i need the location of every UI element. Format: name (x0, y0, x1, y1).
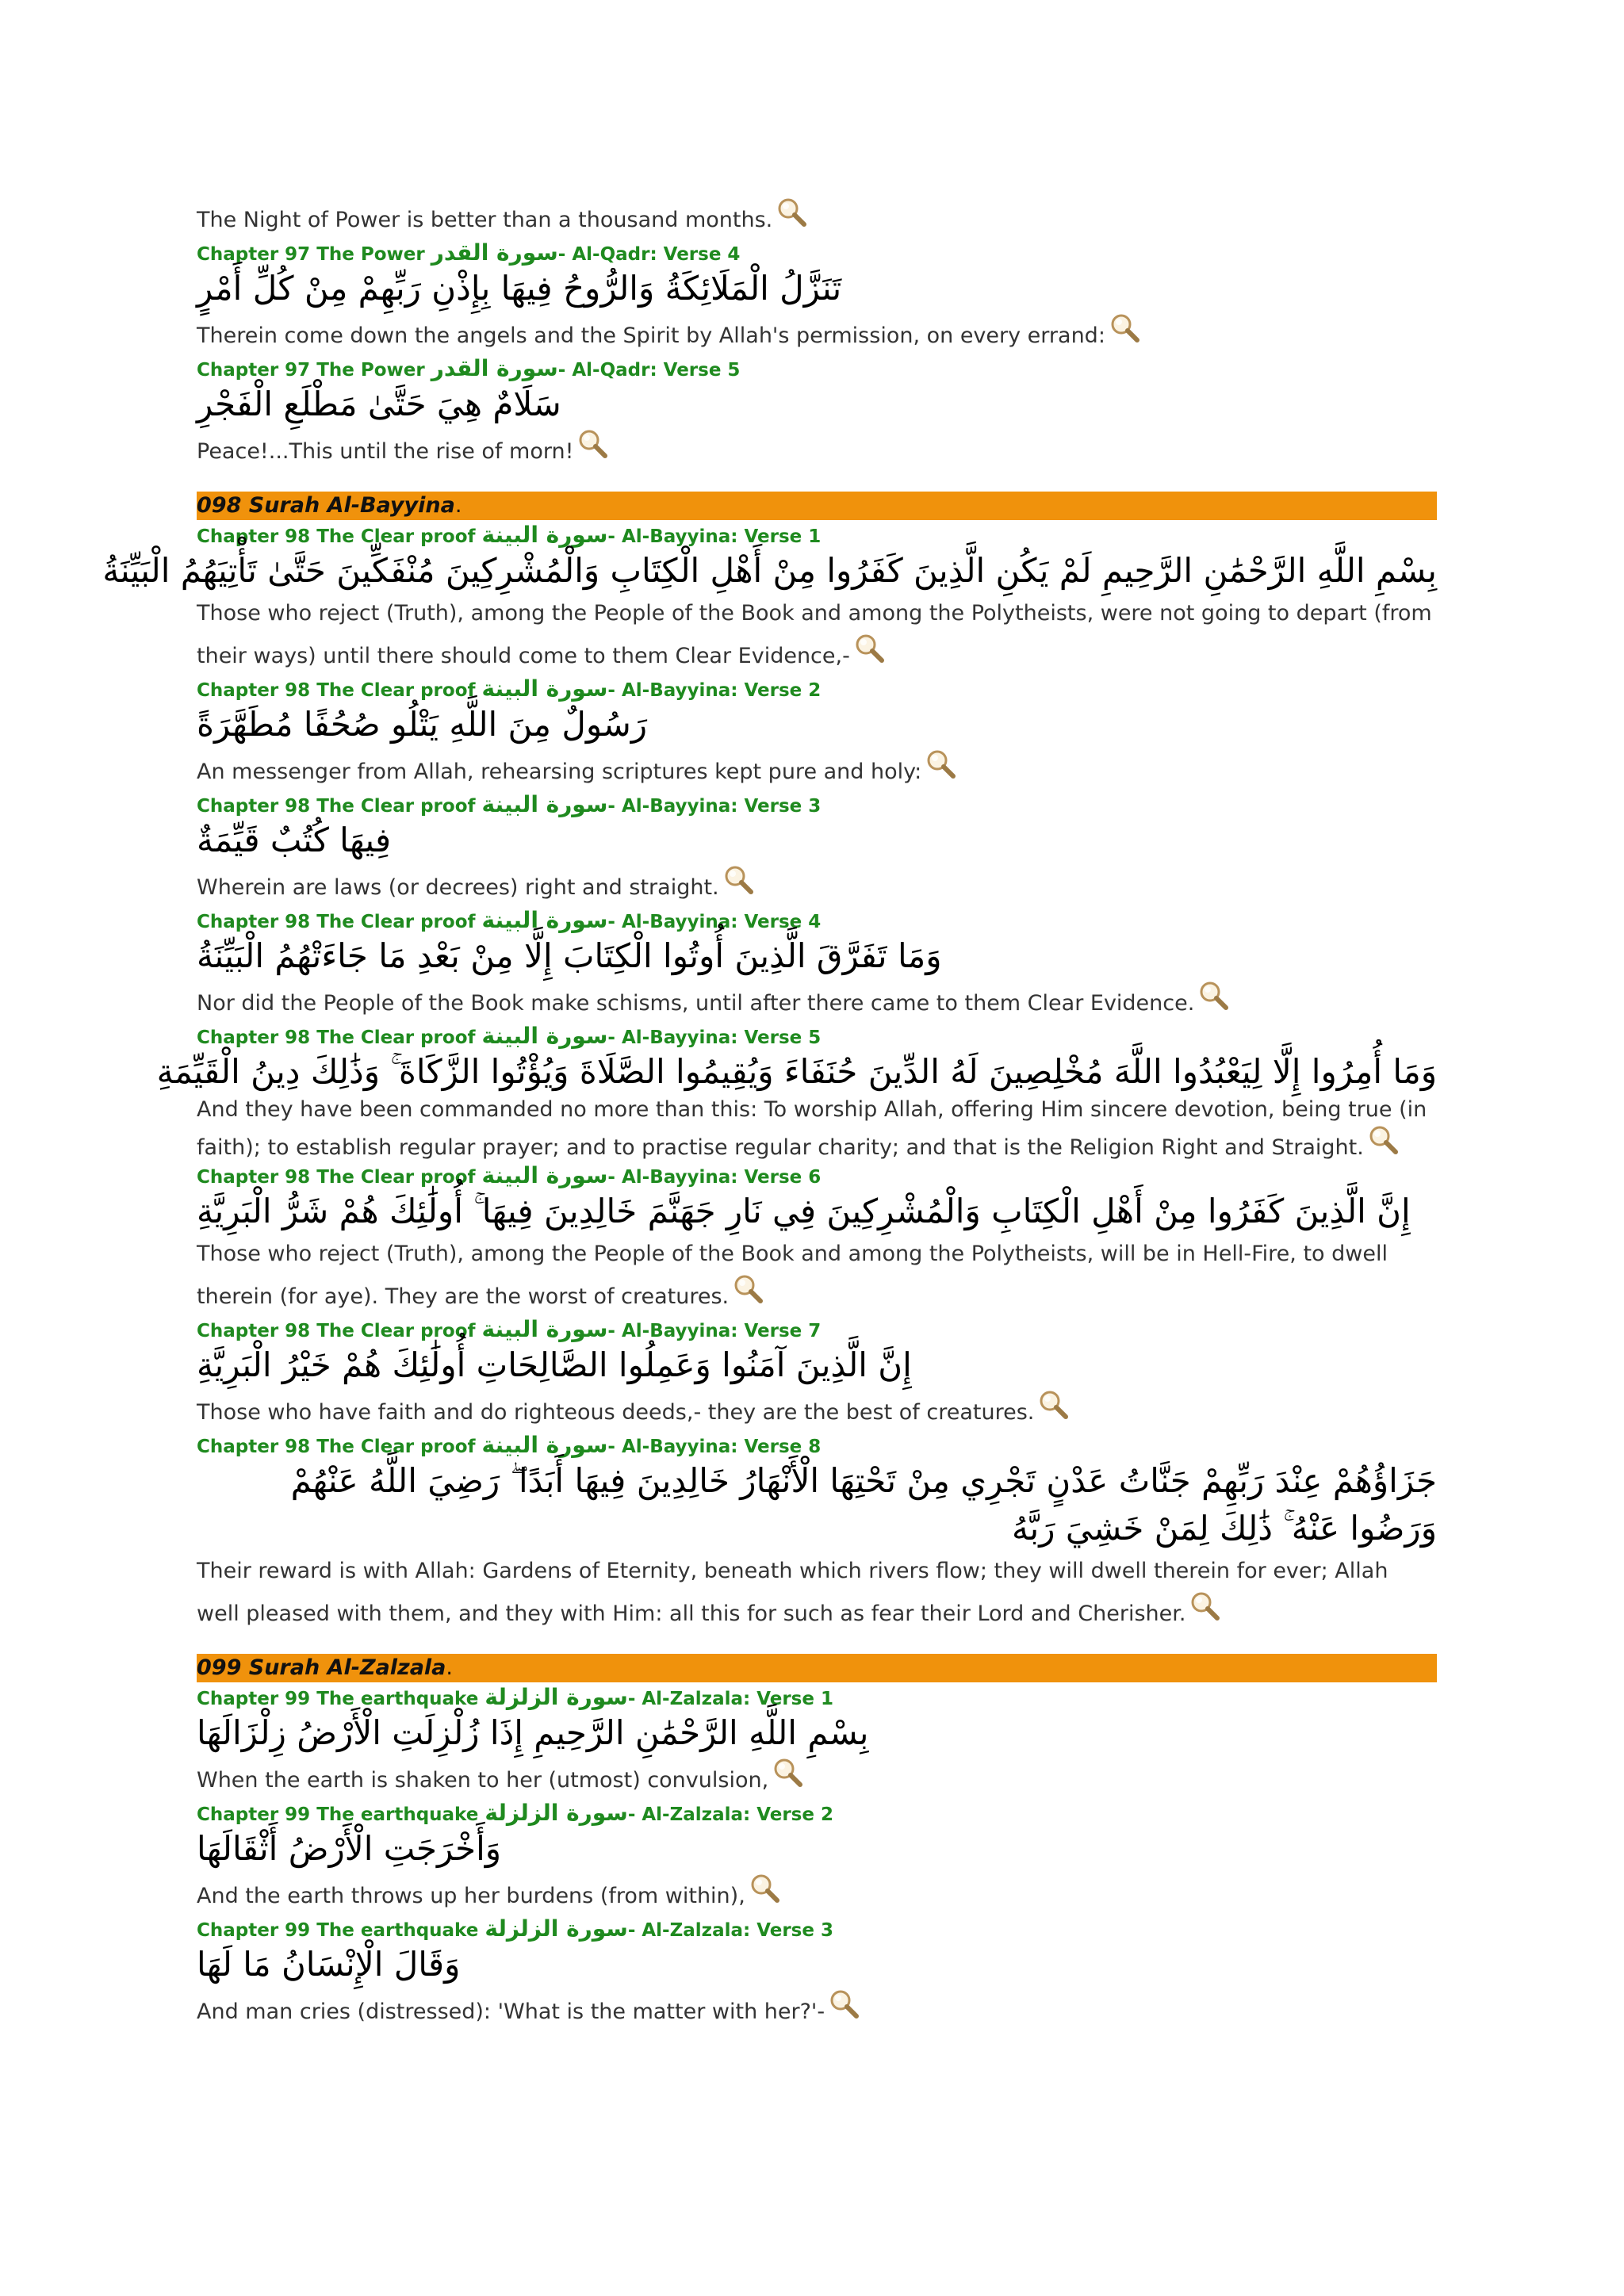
chapter-label: Chapter 97 The Power (197, 360, 425, 381)
translation-content: Those who have faith and do righteous deeds,- they are the best of creatures. (197, 1400, 1035, 1425)
translation-text (197, 1096, 1437, 1162)
verse-label: - Al-Bayyina: Verse 2 (607, 680, 822, 701)
magnifier-icon[interactable] (772, 1757, 805, 1789)
translation-content: And the earth throws up her burdens (from within), (197, 1884, 745, 1908)
surah-arabic-name: سورة البينة (481, 1162, 608, 1188)
verse-reference (197, 793, 1437, 817)
verse-label: - Al-Bayyina: Verse 6 (607, 1167, 822, 1188)
verse-label: - Al-Zalzala: Verse 1 (627, 1689, 833, 1709)
translation-text (197, 197, 1437, 239)
translation-content: And man cries (distressed): 'What is the matter with her?'- (197, 1999, 825, 2024)
translation-content: Peace!...This until the rise of morn! (197, 439, 574, 464)
surah-arabic-name: سورة البينة (481, 1023, 608, 1049)
chapter-label: Chapter 98 The Clear proof (197, 796, 476, 817)
magnifier-icon[interactable] (749, 1873, 782, 1904)
translation-text (197, 1757, 1437, 1800)
arabic-verse-text: تَنَزَّلُ الْمَلَائِكَةُ وَالرُّوحُ فِيهَا بِإِذْنِ رَبِّهِمْ مِنْ كُلِّ أَمْرٍ (197, 269, 842, 308)
surah-title: 099 Surah Al-Zalzala (197, 1655, 446, 1680)
surah-title: 098 Surah Al-Bayyina (197, 493, 455, 518)
verse-reference (197, 357, 1437, 381)
arabic-verse-text: رَسُولٌ مِنَ اللَّهِ يَتْلُو صُحُفًا مُطَهَّرَةً (197, 705, 648, 744)
magnifier-icon[interactable] (722, 864, 756, 896)
surah-title-dot: . (446, 1655, 453, 1680)
verse-label: - Al-Bayyina: Verse 7 (607, 1321, 822, 1341)
surah-arabic-name: سورة البينة (481, 1432, 608, 1458)
surah-arabic-name: سورة البينة (481, 907, 608, 933)
surah-arabic-name: سورة البينة (481, 791, 608, 817)
surah-header (197, 1654, 1437, 1682)
translation-text (197, 428, 1437, 471)
translation-content: Those who reject (Truth), among the People of the Book and among the Polytheists, will be in Hell-Fire, to dwell therein (for aye). They are the worst of creatures. (197, 1242, 1388, 1309)
translation-content: When the earth is shaken to her (utmost) convulsion, (197, 1768, 769, 1793)
translation-text (197, 312, 1437, 355)
arabic-verse-text: وَمَا تَفَرَّقَ الَّذِينَ أُوتُوا الْكِتَابَ إِلَّا مِنْ بَعْدِ مَا جَاءَتْهُمُ الْبَيِّنَةُ (197, 936, 942, 975)
verse-reference (197, 1318, 1437, 1341)
magnifier-icon[interactable] (776, 197, 809, 228)
magnifier-icon[interactable] (1109, 312, 1142, 344)
verse-label: - Al-Bayyina: Verse 1 (607, 526, 822, 547)
chapter-label: Chapter 98 The Clear proof (197, 1321, 476, 1341)
magnifier-icon[interactable] (1197, 980, 1231, 1012)
verse-reference (197, 1686, 1437, 1709)
magnifier-icon[interactable] (853, 633, 887, 664)
arabic-verse-text: فِيهَا كُتُبٌ قَيِّمَةٌ (197, 821, 392, 859)
verse-reference (197, 1917, 1437, 1941)
magnifier-icon[interactable] (1367, 1124, 1400, 1156)
magnifier-icon[interactable] (828, 1988, 861, 2020)
translation-text (197, 1389, 1437, 1432)
magnifier-icon[interactable] (576, 428, 610, 460)
translation-text (197, 980, 1437, 1023)
surah-header (197, 492, 1437, 520)
arabic-verse-text: وَأَخْرَجَتِ الْأَرْضُ أَثْقَالَهَا (197, 1829, 502, 1868)
verse-reference (197, 909, 1437, 932)
verse-reference (197, 241, 1437, 265)
translation-text (197, 1552, 1437, 1633)
surah-arabic-name: سورة الزلزلة (485, 1800, 628, 1826)
translation-text (197, 748, 1437, 791)
magnifier-icon[interactable] (1037, 1389, 1071, 1421)
verse-reference (197, 1164, 1437, 1188)
surah-arabic-name: سورة القدر (431, 239, 558, 266)
surah-arabic-name: سورة القدر (431, 355, 558, 381)
verse-label: - Al-Qadr: Verse 5 (557, 360, 741, 381)
verse-label: - Al-Bayyina: Verse 5 (607, 1027, 822, 1048)
verse-reference (197, 1801, 1437, 1825)
translation-content: Those who reject (Truth), among the People of the Book and among the Polytheists, were not going to depart (from their ways) until there should come to them Clear Evidence,- (197, 601, 1432, 668)
translation-content: And they have been commanded no more than this: To worship Allah, offering Him sincere devotion, being true (in faith); to establish regular prayer; and to practise regular charity; and that is the Religion Right and Straight. (197, 1097, 1427, 1160)
chapter-label: Chapter 99 The earthquake (197, 1804, 479, 1825)
arabic-verse-text: بِسْمِ اللَّهِ الرَّحْمَٰنِ الرَّحِيمِ إِذَا زُلْزِلَتِ الْأَرْضُ زِلْزَالَهَا (197, 1713, 869, 1752)
surah-arabic-name: سورة البينة (481, 1316, 608, 1342)
surah-arabic-name: سورة الزلزلة (485, 1915, 628, 1942)
arabic-verse-text: سَلَامٌ هِيَ حَتَّىٰ مَطْلَعِ الْفَجْرِ (197, 385, 561, 423)
arabic-verse-text: بِسْمِ اللَّهِ الرَّحْمَٰنِ الرَّحِيمِ لَمْ يَكُنِ الَّذِينَ كَفَرُوا مِنْ أَهْلِ الْكِتَابِ وَالْمُشْرِكِينَ مُنْفَكِّينَ حَتَّىٰ تَأْتِيَهُمُ الْبَيِّنَةُ (102, 551, 1437, 590)
verse-label: - Al-Zalzala: Verse 2 (627, 1804, 833, 1825)
chapter-label: Chapter 98 The Clear proof (197, 680, 476, 701)
verse-reference (197, 1433, 1437, 1457)
verse-label: - Al-Qadr: Verse 4 (557, 244, 741, 265)
arabic-verse-text: إِنَّ الَّذِينَ كَفَرُوا مِنْ أَهْلِ الْكِتَابِ وَالْمُشْرِكِينَ فِي نَارِ جَهَنَّمَ خَالِدِينَ فِيهَا ۚ أُولَٰئِكَ هُمْ شَرُّ الْبَرِيَّةِ (197, 1192, 1411, 1230)
magnifier-icon[interactable] (732, 1273, 765, 1305)
translation-content: The Night of Power is better than a thousand months. (197, 208, 773, 232)
verse-label: - Al-Bayyina: Verse 3 (607, 796, 822, 817)
verse-reference (197, 523, 1437, 547)
verse-label: - Al-Bayyina: Verse 4 (607, 912, 822, 932)
translation-content: Wherein are laws (or decrees) right and straight. (197, 875, 719, 900)
arabic-verse-text: إِنَّ الَّذِينَ آمَنُوا وَعَمِلُوا الصَّالِحَاتِ أُولَٰئِكَ هُمْ خَيْرُ الْبَرِيَّةِ (197, 1345, 912, 1384)
surah-arabic-name: سورة البينة (481, 675, 608, 702)
magnifier-icon[interactable] (1189, 1590, 1222, 1622)
chapter-label: Chapter 98 The Clear proof (197, 1027, 476, 1048)
chapter-label: Chapter 99 The earthquake (197, 1689, 479, 1709)
translation-content: Their reward is with Allah: Gardens of Eternity, beneath which rivers flow; they will dwell therein for ever; Allah well pleased with them, and they with Him: all this for such as fear their Lord and Cherisher. (197, 1559, 1388, 1626)
translation-content: An messenger from Allah, rehearsing scriptures kept pure and holy: (197, 760, 922, 784)
chapter-label: Chapter 98 The Clear proof (197, 526, 476, 547)
verse-reference (197, 1024, 1437, 1048)
surah-arabic-name: سورة البينة (481, 522, 608, 548)
translation-content: Therein come down the angels and the Spirit by Allah's permission, on every errand: (197, 323, 1105, 348)
translation-text (197, 864, 1437, 907)
translation-text (197, 1235, 1437, 1316)
magnifier-icon[interactable] (925, 748, 958, 780)
translation-content: Nor did the People of the Book make schisms, until after there came to them Clear Evidence. (197, 991, 1195, 1016)
chapter-label: Chapter 99 The earthquake (197, 1920, 479, 1941)
verse-label: - Al-Zalzala: Verse 3 (627, 1920, 833, 1941)
arabic-verse-text: وَقَالَ الْإِنْسَانُ مَا لَهَا (197, 1945, 461, 1984)
arabic-verse-text: جَزَاؤُهُمْ عِنْدَ رَبِّهِمْ جَنَّاتُ عَدْنٍ تَجْرِي مِنْ تَحْتِهَا الْأَنْهَارُ خَالِدِينَ فِيهَا أَبَدًا ۖ رَضِيَ اللَّهُ عَنْهُمْ وَرَضُوا عَنْهُ ۚ ذَٰلِكَ لِمَنْ خَشِيَ رَبَّهُ (290, 1461, 1437, 1548)
chapter-label: Chapter 98 The Clear proof (197, 1167, 476, 1188)
surah-title-dot: . (454, 493, 462, 518)
verse-label: - Al-Bayyina: Verse 8 (607, 1437, 822, 1457)
translation-text (197, 1988, 1437, 2031)
chapter-label: Chapter 98 The Clear proof (197, 1437, 476, 1457)
chapter-label: Chapter 98 The Clear proof (197, 912, 476, 932)
translation-text (197, 595, 1437, 675)
translation-text (197, 1873, 1437, 1915)
verse-reference (197, 677, 1437, 701)
document-page (102, 197, 1437, 2033)
chapter-label: Chapter 97 The Power (197, 244, 425, 265)
surah-arabic-name: سورة الزلزلة (485, 1684, 628, 1710)
arabic-verse-text: وَمَا أُمِرُوا إِلَّا لِيَعْبُدُوا اللَّهَ مُخْلِصِينَ لَهُ الدِّينَ حُنَفَاءَ وَيُقِيمُوا الصَّلَاةَ وَيُؤْتُوا الزَّكَاةَ ۚ وَذَٰلِكَ دِينُ الْقَيِّمَةِ (156, 1052, 1437, 1091)
